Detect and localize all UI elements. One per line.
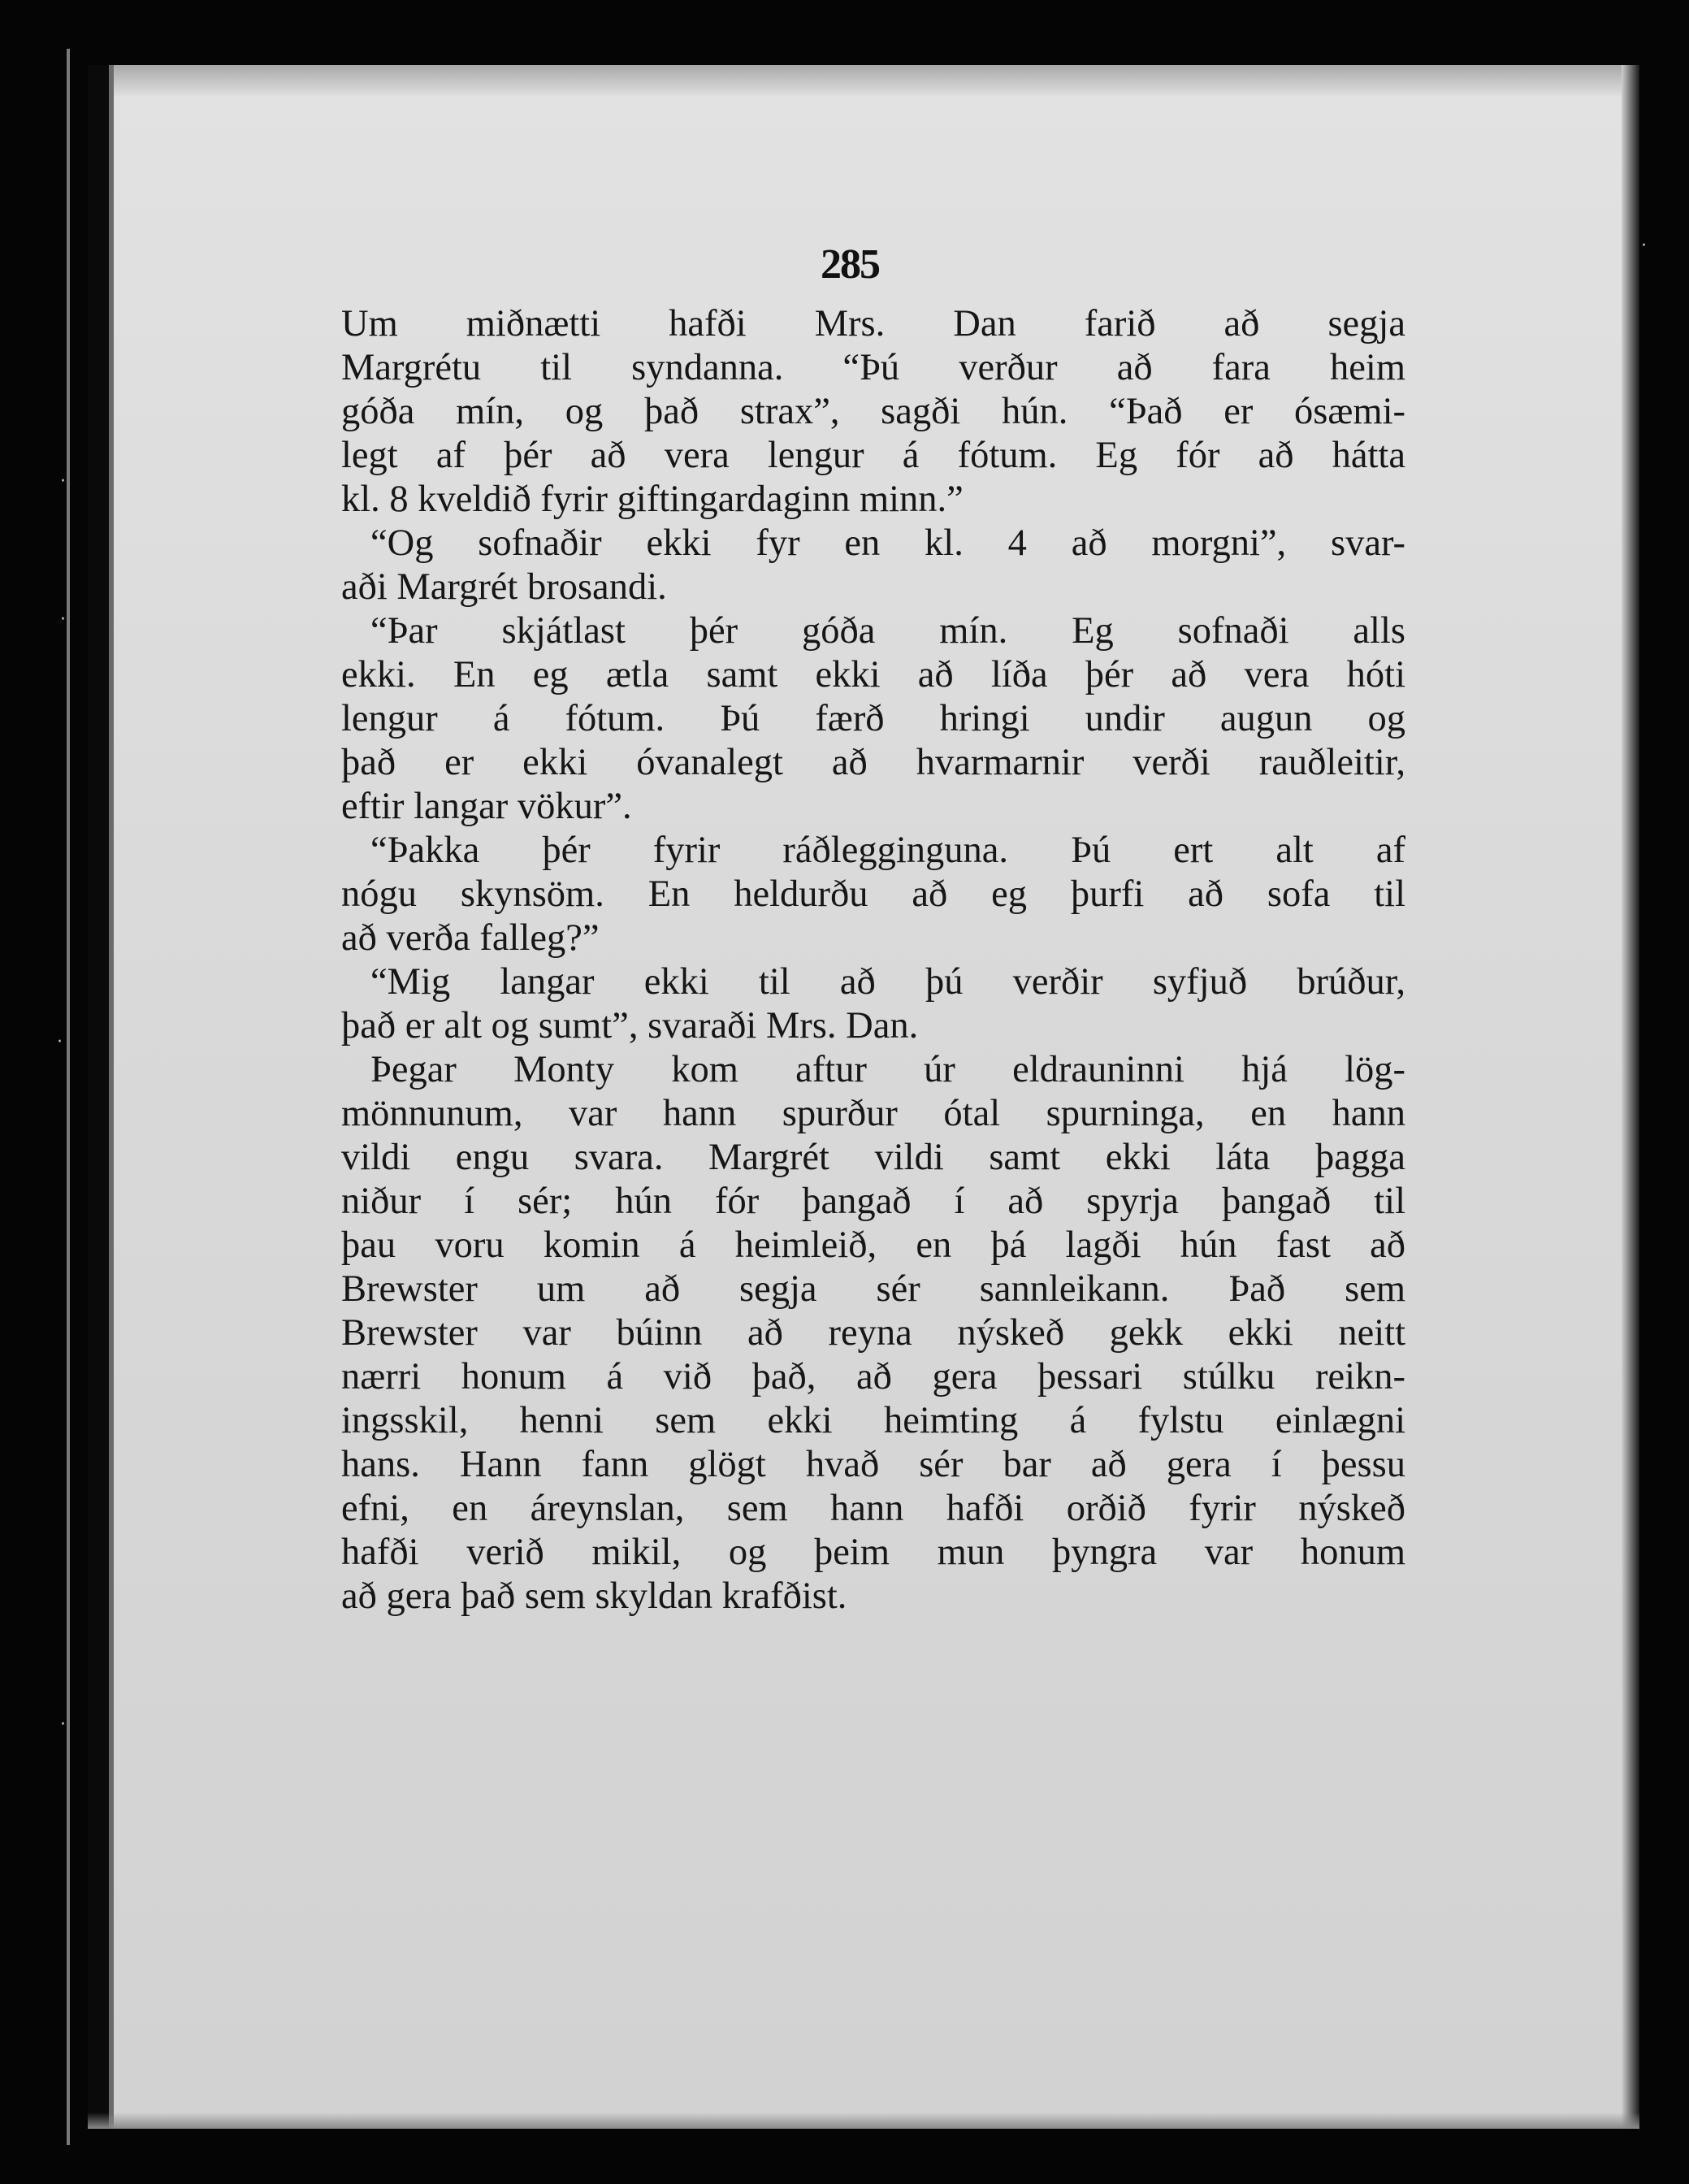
text-line: eftir langar vökur”.: [341, 786, 632, 827]
text-line: að verða falleg?”: [341, 917, 600, 959]
scan-speck: ·: [1641, 236, 1647, 256]
text-line: ingsskil, henni sem ekki heimting á fylstu einlægni: [341, 1400, 1405, 1441]
text-line: efni, en áreynslan, sem hann hafði orðið fyrir nýskeð: [341, 1488, 1405, 1529]
text-line: “Mig langar ekki til að þú verðir syfjuð brúður,: [370, 961, 1405, 1003]
page-number: 285: [821, 241, 879, 288]
page-right-edge: [1622, 65, 1639, 2129]
text-line: hafði verið mikil, og þeim mun þyngra var honum: [341, 1532, 1405, 1573]
text-line: “Og sofnaðir ekki fyr en kl. 4 að morgni”, svar-: [370, 522, 1405, 564]
page-top-shadow: [88, 65, 1639, 98]
text-line: legt af þér að vera lengur á fótum. Eg fór að hátta: [341, 435, 1405, 476]
text-line: Brewster var búinn að reyna nýskeð gekk ekki neitt: [341, 1312, 1405, 1354]
page-bottom-edge: [88, 2112, 1639, 2129]
text-line: nógu skynsöm. En heldurðu að eg þurfi að sofa til: [341, 873, 1405, 915]
text-line: ekki. En eg ætla samt ekki að líða þér að vera hóti: [341, 654, 1405, 696]
scan-speck: ·: [60, 1714, 66, 1735]
text-line: að gera það sem skyldan krafðist.: [341, 1575, 847, 1617]
text-line: Margrétu til syndanna. “Þú verður að fara heim: [341, 347, 1405, 388]
text-line: það er ekki óvanalegt að hvarmarnir verði rauðleitir,: [341, 742, 1405, 783]
text-line: Brewster um að segja sér sannleikann. Það sem: [341, 1268, 1405, 1310]
text-line: lengur á fótum. Þú færð hringi undir augun og: [341, 698, 1405, 739]
text-line: það er alt og sumt”, svaraði Mrs. Dan.: [341, 1005, 919, 1046]
scan-speck: ·: [57, 1032, 63, 1052]
text-line: þau voru komin á heimleið, en þá lagði hún fast að: [341, 1224, 1405, 1266]
scan-speck: ·: [60, 609, 66, 630]
text-line: hans. Hann fann glögt hvað sér bar að gera í þessu: [341, 1444, 1405, 1485]
text-line: Þegar Monty kom aftur úr eldrauninni hjá lög-: [370, 1049, 1405, 1090]
text-line: kl. 8 kveldið fyrir giftingardaginn minn.”: [341, 479, 964, 520]
body-text: [341, 302, 1405, 1618]
binding-edge: [109, 65, 114, 2129]
text-line: nærri honum á við það, að gera þessari stúlku reikn-: [341, 1356, 1405, 1398]
text-line: “Þar skjátlast þér góða mín. Eg sofnaði alls: [370, 610, 1405, 652]
text-line: Um miðnætti hafði Mrs. Dan farið að segja: [341, 303, 1405, 344]
text-line: “Þakka þér fyrir ráðlegginguna. Þú ert alt af: [370, 830, 1405, 871]
scan-speck: ·: [60, 471, 66, 492]
binding-shadow: [88, 65, 109, 2129]
text-line: vildi engu svara. Margrét vildi samt ekki láta þagga: [341, 1137, 1405, 1178]
text-line: góða mín, og það strax”, sagði hún. “Það er ósæmi-: [341, 391, 1405, 432]
text-line: aði Margrét brosandi.: [341, 566, 667, 608]
text-line: mönnunum, var hann spurður ótal spurninga, en hann: [341, 1093, 1405, 1134]
text-line: niður í sér; hún fór þangað í að spyrja þangað til: [341, 1181, 1405, 1222]
gutter-line: [67, 49, 70, 2145]
